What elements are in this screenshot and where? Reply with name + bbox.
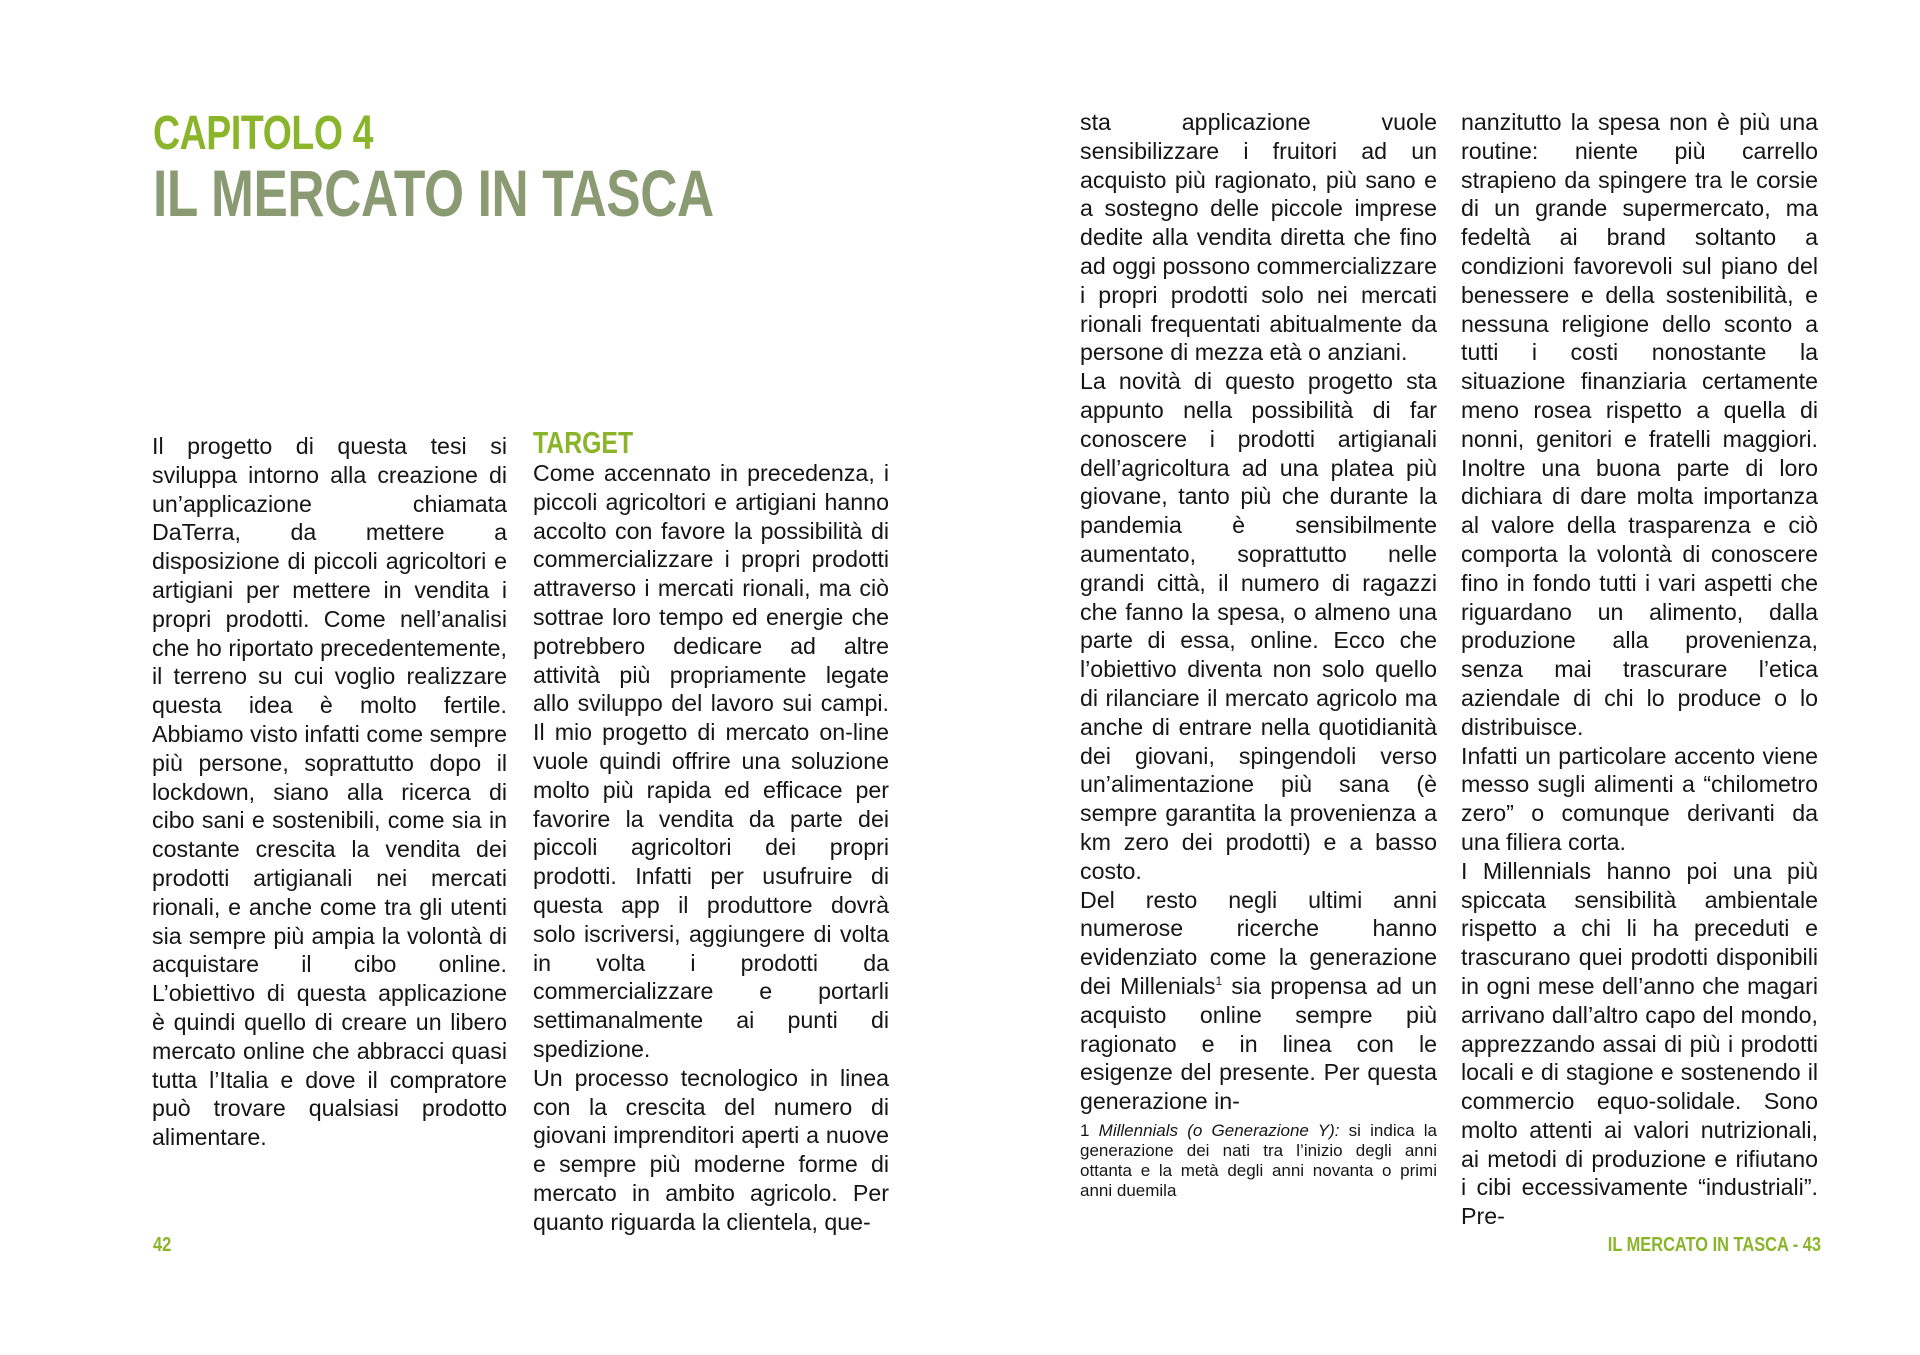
footnote <box>1080 1121 1437 1201</box>
footnote-term: Millennials (o Generazione Y): <box>1098 1121 1340 1140</box>
left-page-column-1 <box>152 432 507 1152</box>
col3-paragraph-3-start: Del resto negli ultimi anni numerose ricerche hanno evidenziato come la generazione dei Millenials <box>1080 886 1437 999</box>
col4-paragraph-2: Infatti un particolare accento viene messo sugli alimenti a “chilometro zero” o comunque derivanti da una filiera corta. <box>1461 742 1818 855</box>
intro-paragraph: Il progetto di questa tesi si sviluppa intorno alla creazione di un’applicazione chiamata DaTerra, da mettere a disposizione di piccoli agricoltori e artigiani per mettere in vendita i propri prodotti. Come nell’analisi che ho riportato precedentemente, il terreno su cui voglio realizzare questa idea è molto fertile. Abbiamo visto infatti come sempre più persone, soprattutto dopo il lockdown, siano alla ricerca di cibo sani e sostenibili, come sia in costante crescita la vendita dei prodotti artigianali nei mercati rionali, e anche come tra gli utenti sia sempre più ampia la volontà di acquistare il cibo online. L’obiettivo di questa applicazione è quindi quello di creare un libero mercato online che abbracci quasi tutta l’Italia e dove il compratore può trovare qualsiasi prodotto alimentare. <box>152 433 507 1151</box>
col4-paragraph-3: I Millennials hanno poi una più spiccata sensibilità ambientale rispetto a chi li ha preceduti e trascurano quei prodotti disponibili in ogni mese dell’anno che magari arrivano dall’altro capo del mondo, apprezzando assai di più i prodotti locali e di stagione e sostenendo il commercio equo-solidale. Sono molto attenti ai valori nutrizionali, ai metodi di produzione e rifiutano i cibi eccessivamente “industriali”. Pre- <box>1461 857 1818 1230</box>
col3-paragraph-3-end: sia propensa ad un acquisto online sempre più ragionato e in linea con le esigenze del presente. Per questa generazione in- <box>1080 972 1437 1115</box>
target-paragraph-1: Come accennato in precedenza, i piccoli agricoltori e artigiani hanno accolto con favore la possibilità di commercializzare i propri prodotti attraverso i mercati rionali, ma ciò sottrae loro tempo ed energie che potrebbero dedicare ad altre attività più propriamente legate allo sviluppo del lavoro sui campi. Il mio progetto di mercato on-line vuole quindi offrire una soluzione molto più rapida ed efficace per favorire la vendita da parte dei piccoli agricoltori dei propri prodotti. Infatti per usufruire di questa app il produttore dovrà solo iscriversi, aggiungere di volta in volta i prodotti da commercializzare e portarli settimanalmente ai punti di spedizione. <box>533 460 889 1062</box>
right-page-column-1 <box>1080 108 1437 1116</box>
footnote-text: si indica la generazione dei nati tra l’inizio degli anni ottanta e la metà degli anni novanta o primi anni duemila <box>1080 1121 1437 1200</box>
chapter-label: CAPITOLO 4 <box>153 107 374 160</box>
col3-paragraph-3 <box>1080 886 1437 1116</box>
running-footer-right: IL MERCATO IN TASCA - 43 <box>1607 1234 1821 1256</box>
left-page-column-2 <box>533 426 889 1237</box>
col3-paragraph-1: sta applicazione vuole sensibilizzare i fruitori ad un acquisto più ragionato, più sano e a sostegno delle piccole imprese dedite alla vendita diretta che fino ad oggi possono commercializzare i propri prodotti solo nei mercati rionali frequentati abitualmente da persone di mezza età o anziani. <box>1080 109 1438 366</box>
footnote-reference: 1 <box>1215 973 1223 988</box>
col3-paragraph-2: La novità di questo progetto sta appunto nella possibilità di far conoscere i prodotti artigianali dell’agricoltura ad una platea più giovane, tanto più che durante la pandemia è sensibilmente aumentato, soprattutto nelle grandi città, il numero di ragazzi che fanno la spesa, o almeno una parte di essa, online. Ecco che l’obiettivo diventa non solo quello di rilanciare il mercato agricolo ma anche di entrare nella quotidianità dei giovani, spingendoli verso un’alimentazione più sana (è sempre garantita la provenienza a km zero dei prodotti) e a basso costo. <box>1080 368 1437 884</box>
section-heading-target: TARGET <box>533 425 634 460</box>
right-page-column-2 <box>1461 108 1818 1231</box>
footnote-number: 1 <box>1080 1121 1090 1140</box>
chapter-title: IL MERCATO IN TASCA <box>153 156 714 230</box>
col4-paragraph-1: nanzitutto la spesa non è più una routine: niente più carrello strapieno da spingere tra le corsie di un grande supermercato, ma fedeltà ai brand soltanto a condizioni favorevoli sul piano del benessere e della sostenibilità, e nessuna religione dello sconto a tutti i costi nonostante la situazione finanziaria certamente meno rosea rispetto a quella di nonni, genitori e fratelli maggiori. Inoltre una buona parte di loro dichiara di dare molta importanza al valore della trasparenza e ciò comporta la volontà di conoscere fino in fondo tutti i vari aspetti che riguardano un alimento, dalla produzione alla provenienza, senza mai trascurare l’etica aziendale di chi lo produce o lo distribuisce. <box>1461 109 1818 740</box>
target-paragraph-2: Un processo tecnologico in linea con la crescita del numero di giovani imprenditori aperti a nuove e sempre più moderne forme di mercato in ambito agricolo. Per quanto riguarda la clientela, que- <box>533 1064 889 1235</box>
page-number-left: 42 <box>153 1234 172 1256</box>
